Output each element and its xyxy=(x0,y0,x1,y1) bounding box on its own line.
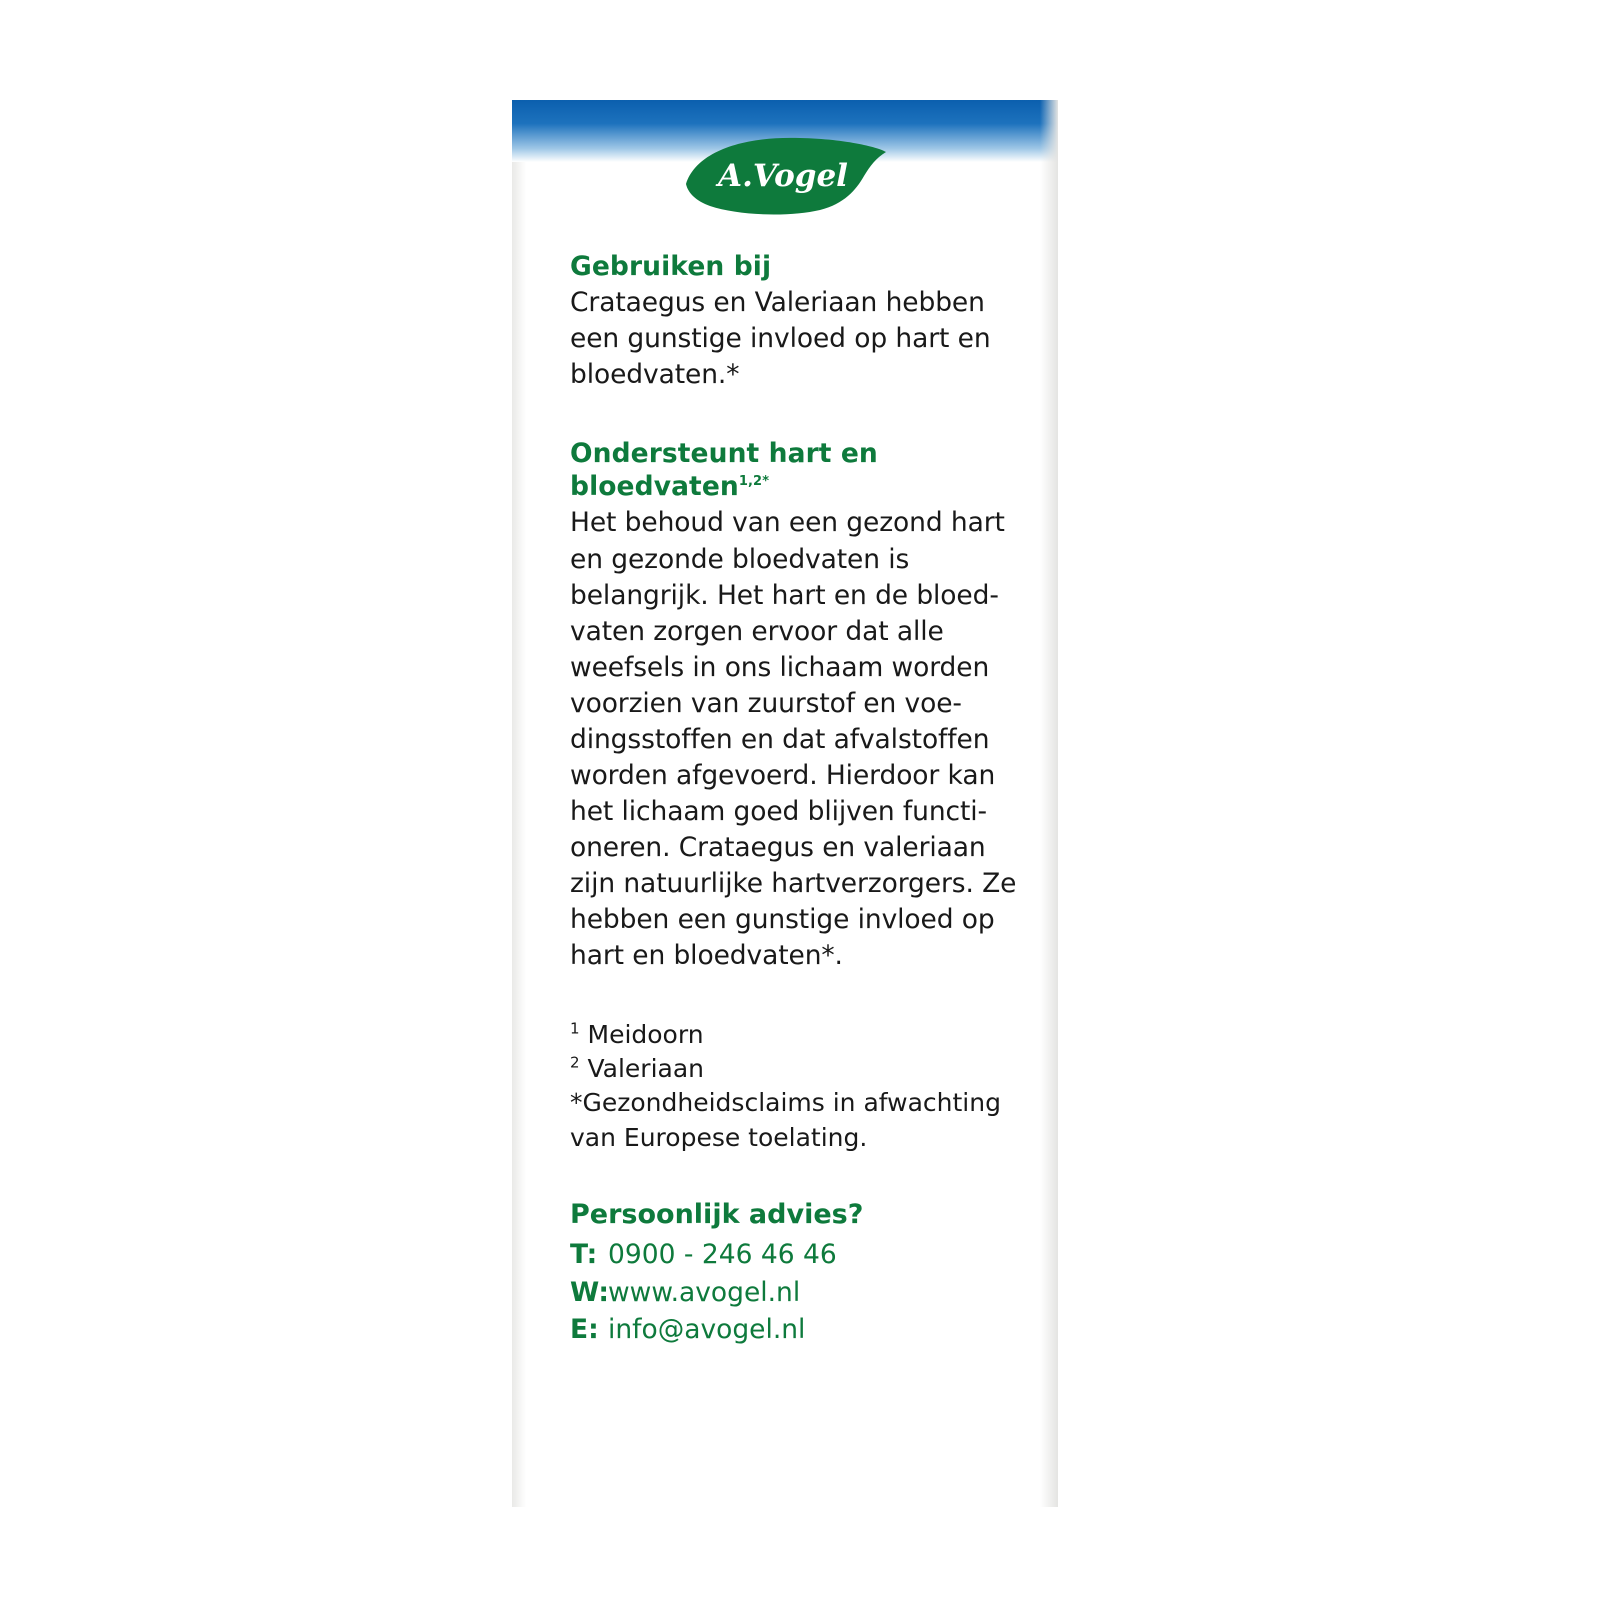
contact-title: Persoonlijk advies? xyxy=(570,1198,864,1230)
section-heading: Ondersteunt hart en bloedvaten$^{1,2*}$ xyxy=(570,438,878,503)
section-ondersteunt-hart-en-bloedvaten xyxy=(570,437,1018,974)
avogel-logo xyxy=(680,132,890,218)
section-body: Het behoud van een gezond hart en gezonde bloedvaten is belangrijk. Het hart en de bloed-vaten zorgen ervoor dat alle weefsels in ons lichaam worden voorzien van zuurstof en voe-dingsstoffen en dat afvalstoffen worden afgevoerd. Hierdoor kan het lichaam goed blijven functi-oneren. Crataegus en valeriaan zijn natuurlijke hartverzorgers. Ze hebben een gunstige invloed op hart en bloedvaten*. xyxy=(570,507,1017,971)
contact-label-website: W: xyxy=(570,1276,610,1308)
contact-value-email[interactable]: info@avogel.nl xyxy=(608,1314,806,1346)
footnote-marker: 2 xyxy=(570,1053,580,1072)
spacer xyxy=(570,1155,1018,1199)
footnote-marker: 1 xyxy=(570,1019,580,1038)
contact-label-phone: T: xyxy=(570,1238,598,1270)
section-body: Crataegus en Valeriaan hebben een gunstige invloed op hart en bloedvaten.* xyxy=(570,287,991,391)
footnote-marker: * xyxy=(570,1088,583,1118)
svg-text:A.Vogel: A.Vogel xyxy=(718,158,848,194)
section-heading-superscript: 1,2* xyxy=(738,474,770,490)
footnote-text: Gezondheidsclaims in afwachting van Europese toelating. xyxy=(570,1088,1009,1152)
contact-row-phone xyxy=(570,1236,1018,1274)
footnote-text: Meidoorn xyxy=(587,1019,704,1049)
contact-value-website[interactable]: www.avogel.nl xyxy=(608,1276,801,1308)
section-gebruiken-bij xyxy=(570,250,1018,393)
footnote-text: Valeriaan xyxy=(587,1054,705,1084)
footnote-item xyxy=(570,1086,1018,1155)
spacer xyxy=(570,974,1018,1018)
section-heading: Gebruiken bij xyxy=(570,251,772,282)
footnote-item xyxy=(570,1052,1018,1086)
spacer xyxy=(570,393,1018,437)
contact-value-phone[interactable]: 0900 - 246 46 46 xyxy=(608,1238,837,1270)
package-content xyxy=(570,250,1018,1349)
contact-row-website xyxy=(570,1274,1018,1312)
contact-label-email: E: xyxy=(570,1314,599,1346)
product-package-panel xyxy=(512,100,1058,1507)
contact-block xyxy=(570,1199,1018,1349)
footnote-item xyxy=(570,1018,1018,1052)
contact-row-email xyxy=(570,1311,1018,1349)
footnotes xyxy=(570,1018,1018,1155)
